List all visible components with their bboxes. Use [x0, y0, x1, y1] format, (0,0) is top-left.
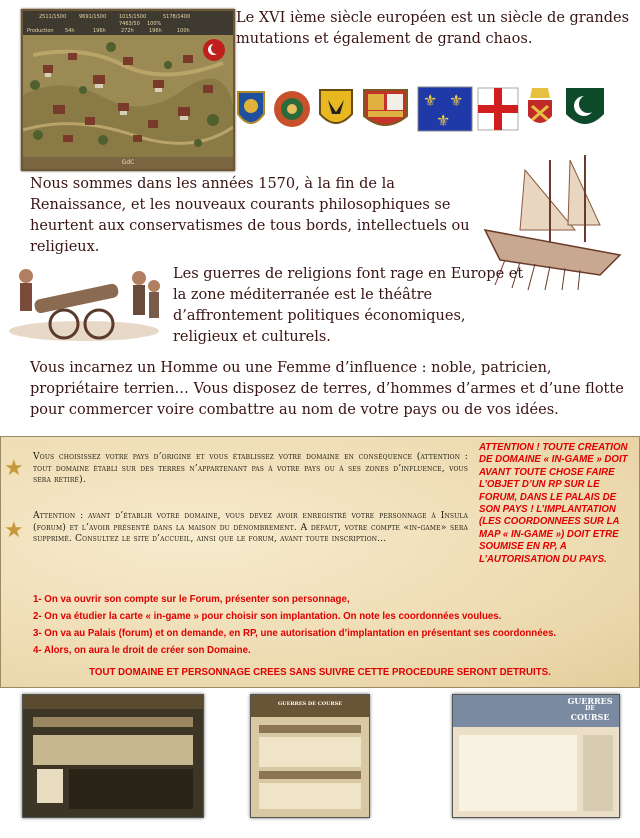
resource-value: 7463/50	[119, 21, 140, 27]
step-item: 1- On va ouvrir son compte sur le Forum, présenter son personnage,	[33, 594, 350, 605]
final-warning: TOUT DOMAINE ET PERSONNAGE CREES SANS SUIVRE CETTE PROCEDURE SERONT DETRUITS.	[89, 667, 551, 678]
resource-value: 100%	[147, 21, 162, 27]
resource-value: 5178/1400	[163, 14, 191, 20]
map-footer-label: GdC	[23, 157, 233, 169]
svg-text:⚜: ⚜	[449, 91, 464, 110]
resource-value: 1015/1500	[119, 14, 147, 20]
production-value: 196h	[149, 28, 162, 34]
registration-warning-text: Attention : avant d’établir votre domaine, vous devez avoir enregistré votre personnage à Insula (forum) et l’avoir présenté dans la maison du dénombrement. A défaut, votre compte «in-game» sera supprimé. Consultez le site d’accueil, ainsi que le forum, avant toute inscription...	[33, 510, 468, 545]
domain-choice-text: Vous choisissez votre pays d’origine et vous établissez votre domaine en conséquence (attention : tout domaine établi sur des terres n’appartenant pas à votre pays ou à ses zones d’influence, vous sera retiré).	[33, 451, 468, 486]
resource-value: 9691/1500	[79, 14, 107, 20]
ottoman-crescent-icon	[203, 39, 225, 61]
renaissance-paragraph: Nous sommes dans les années 1570, à la fin de la Renaissance, et les nouveaux courants philosophiques se heurtent aux conservatismes de tous bords, intellectuels ou religieux.	[30, 176, 470, 255]
cannon-soldiers-illustration	[4, 256, 169, 346]
step-item: 3- On va au Palais (forum) et on demande, en RP, une autorisation d’implantation en présentant ses coordonnées.	[33, 628, 557, 639]
game-map-screenshot	[21, 9, 235, 171]
production-value: 54h	[65, 28, 75, 34]
svg-text:⚜: ⚜	[436, 111, 451, 130]
thumbnail-title: COURSE	[570, 712, 610, 722]
star-icon: ★	[4, 518, 24, 543]
production-value: 196h	[93, 28, 106, 34]
france-crest-icon	[416, 84, 474, 134]
star-icon: ★	[4, 456, 24, 481]
production-value: 272h	[121, 28, 134, 34]
genoa-cross-crest-icon	[476, 84, 520, 134]
map-illustration	[23, 35, 233, 157]
ottoman-crest-icon	[270, 84, 314, 134]
step-item: 4- Alors, on aura le droit de créer son Domaine.	[33, 645, 251, 656]
papal-crest-icon	[522, 84, 558, 134]
venice-crest-icon	[234, 84, 268, 134]
resource-value: 2511/1500	[39, 14, 67, 20]
player-role-paragraph: Vous incarnez un Homme ou une Femme d’influence : noble, patricien, propriétaire terrien… Vous disposez de terres, d’hommes d’armes et d’une flotte pour commercer voire combattre au nom de votre pays ou de vos idées.	[30, 360, 624, 418]
implantation-warning-box: ATTENTION ! TOUTE CREATION DE DOMAINE « IN-GAME » DOIT AVANT TOUTE CHOSE FAIRE L’OBJET D’UN RP SUR LE FORUM, DANS LE PALAIS DE SON PAYS ! L’IMPLANTATION (LES COORDONNEES SUR LA MAP « IN-GAME ») DOIT ETRE SOUMISE EN RP, A L’AUTORISATION DU PAYS.	[479, 442, 628, 565]
home-site-thumbnail[interactable]	[452, 694, 620, 818]
habsburg-crest-icon	[316, 84, 356, 134]
thumbnail-title: DE	[585, 705, 595, 712]
forum-screenshot-thumbnail[interactable]	[22, 694, 204, 818]
spain-crest-icon	[358, 84, 413, 134]
map-resource-bar	[23, 11, 233, 35]
step-item: 2- On va étudier la carte « in-game » pour choisir son implantation. On note les coordonnées voulues.	[33, 611, 502, 622]
forum-index-thumbnail[interactable]	[250, 694, 370, 818]
intro-heading-text: Le XVI ième siècle européen est un siècle de grandes mutations et également de grand chaos.	[236, 10, 630, 47]
production-label: Production	[27, 28, 54, 34]
thumbnail-title: GUERRES	[567, 696, 613, 706]
thumbnail-title: GUERRES DE COURSE	[277, 701, 343, 707]
crescent-crest-icon	[562, 84, 608, 134]
production-value: 100h	[177, 28, 190, 34]
svg-text:⚜: ⚜	[423, 91, 438, 110]
religion-wars-paragraph: Les guerres de religions font rage en Europe et la zone méditerranée est le théâtre d’affrontement politiques économiques, religieux et culturels.	[173, 266, 524, 345]
